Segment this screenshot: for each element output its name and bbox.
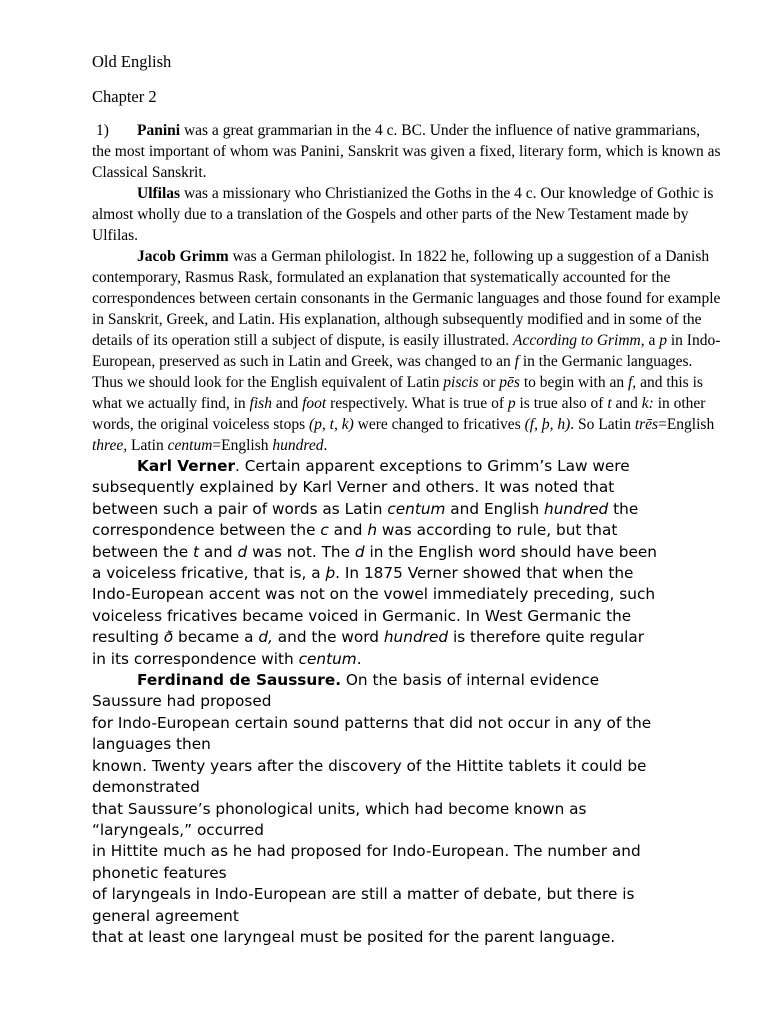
text-line <box>92 543 657 561</box>
term-grimm: Jacob Grimm <box>137 248 229 265</box>
document-body <box>92 120 722 948</box>
paragraph-text: and this is what we actually find, in <box>92 374 703 412</box>
text-line: demonstrated <box>92 778 200 797</box>
text-line <box>92 607 631 625</box>
line-text: and <box>328 521 368 540</box>
italic-term: h <box>367 521 378 540</box>
list-number: 1) <box>96 122 109 139</box>
paragraph-text: . So Latin <box>570 416 635 433</box>
italic-term: p <box>507 395 516 412</box>
italic-term: d <box>237 542 248 561</box>
line-text: in its correspondence with <box>92 649 299 668</box>
italic-term: k: <box>641 395 654 412</box>
text-line <box>92 478 614 496</box>
line-text: a voiceless fricative, that is, a <box>92 564 326 583</box>
text-line <box>92 564 633 582</box>
line-text: Indo-European accent was not on the vowel immediately preceding, such <box>92 585 656 604</box>
text-line <box>92 628 644 646</box>
text-line <box>92 585 655 603</box>
text-line: for Indo-European certain sound patterns that did not occur in any of the <box>92 713 652 732</box>
italic-term: centum <box>167 437 213 454</box>
text-line <box>92 500 638 518</box>
paragraph-text: Latin <box>127 437 168 454</box>
text-line: Saussure had proposed <box>92 692 272 711</box>
text-line: known. Twenty years after the discovery of the Hittite tablets it could be <box>92 756 647 775</box>
italic-term: þ <box>325 564 336 583</box>
italic-term: hundred <box>383 628 449 647</box>
italic-term: f, <box>628 374 637 391</box>
text-line: of laryngeals in Indo-European are still a matter of debate, but there is <box>92 885 635 904</box>
line-text: and the word <box>272 628 384 647</box>
line-text: was not. The <box>247 542 355 561</box>
text-line: in Hittite much as he had proposed for Indo-European. The number and <box>92 842 641 861</box>
italic-term: foot <box>302 395 327 412</box>
line-text: correspondence between the <box>92 521 321 540</box>
paragraph-text: , a <box>640 332 660 349</box>
paragraph-text: to begin with an <box>519 374 628 391</box>
text-line <box>92 521 617 539</box>
italic-term: d <box>354 542 365 561</box>
paragraph-text: in the Germanic languages. Thus we should look for the English equivalent of Latin <box>92 353 693 391</box>
paragraph-text: in other words, the original voiceless stops <box>92 395 706 433</box>
italic-term: fish <box>249 395 272 412</box>
paragraph-text: was a German philologist. In 1822 he, following up a suggestion of a Danish contemporary, Rasmus Rask, formulated an explanation that systematically accounted for the correspondences between certain consonants in the Germanic languages and those found for example in Sanskrit, Greek, and Latin. His explanation, although subsequently modified and in some of the details of its operation still a subject of dispute, is easily illustrated. <box>92 248 721 349</box>
chapter-heading: Chapter 2 <box>92 87 157 106</box>
line-text: On the basis of internal evidence <box>341 671 600 690</box>
italic-term: (p, t, k) <box>308 416 354 433</box>
paragraph-text: and <box>611 395 642 412</box>
italic-term: f <box>514 353 519 370</box>
italic-term: hundred <box>544 499 609 518</box>
line-text: . <box>356 649 362 668</box>
italic-term: t <box>607 395 612 412</box>
text-line <box>92 650 362 668</box>
line-text: the <box>608 499 639 518</box>
text-line: “laryngeals,” occurred <box>92 820 264 839</box>
paragraph-ulfilas <box>92 183 722 246</box>
line-text: between such a pair of words as Latin <box>92 499 388 518</box>
italic-term: t <box>192 542 199 561</box>
term-saussure: Ferdinand de Saussure. <box>137 671 342 690</box>
line-text: . Certain apparent exceptions to Grimm’s Law were <box>235 457 630 475</box>
paragraph-saussure <box>92 670 722 948</box>
paragraph-grimm <box>92 246 722 456</box>
serif-section <box>92 120 722 456</box>
line-text: in the English word should have been <box>364 542 657 561</box>
line-text: subsequently explained by Karl Verner and others. It was noted that <box>92 478 615 497</box>
paragraph-text: in Indo-European, preserved as such in Latin and Greek, was changed to an <box>92 332 721 370</box>
text-line: general agreement <box>92 906 239 925</box>
text-line: that Saussure’s phonological units, which had become known as <box>92 799 587 818</box>
italic-term: three, <box>92 437 128 454</box>
paragraph-text: and <box>271 395 303 412</box>
paragraph-verner <box>92 456 722 670</box>
paragraph-panini <box>92 120 722 183</box>
italic-term: d, <box>258 628 273 647</box>
paragraph-text: respectively. What is true of <box>326 395 508 412</box>
italic-term: p <box>659 332 667 349</box>
line-text: voiceless fricatives became voiced in Germanic. In West Germanic the <box>92 606 632 625</box>
italic-term: hundred <box>272 437 324 454</box>
line-text: . In 1875 Verner showed that when the <box>335 564 634 583</box>
paragraph-text: or <box>478 374 500 391</box>
text-line: languages then <box>92 735 211 754</box>
paragraph-text: =English <box>658 416 715 433</box>
line-text: between the <box>92 542 193 561</box>
sans-section <box>92 456 722 948</box>
document-title: Old English <box>92 52 172 71</box>
italic-term: trēs <box>634 416 659 433</box>
text-line: phonetic features <box>92 863 227 882</box>
paragraph-text: =English <box>212 437 273 454</box>
term-panini: Panini <box>137 122 181 139</box>
term-ulfilas: Ulfilas <box>137 185 181 202</box>
italic-term: pēs <box>499 374 520 391</box>
term-verner: Karl Verner <box>137 457 236 475</box>
saussure-first-line <box>92 670 722 691</box>
line-text: became a <box>173 628 259 647</box>
line-text: resulting <box>92 628 164 647</box>
text-line: that at least one laryngeal must be posited for the parent language. <box>92 927 616 946</box>
italic-term: ð <box>163 628 174 647</box>
line-text: and <box>198 542 238 561</box>
italic-term: piscis <box>443 374 479 391</box>
paragraph-text: was a missionary who Christianized the Goths in the 4 c. Our knowledge of Gothic is almost wholly due to a translation of the Gospels and other parts of the New Testament made by Ulfilas. <box>92 185 714 244</box>
line-text: is therefore quite regular <box>448 628 645 647</box>
paragraph-text: . <box>323 437 328 454</box>
italic-term: centum <box>298 649 357 668</box>
text-line <box>235 457 630 475</box>
paragraph-text: were changed to fricatives <box>353 416 525 433</box>
italic-term: (f, þ, h) <box>524 416 571 433</box>
italic-term: c <box>320 521 329 540</box>
paragraph-text: was a great grammarian in the 4 c. BC. Under the influence of native grammarians, the most important of whom was Panini, Sanskrit was given a fixed, literary form, which is known as Classical Sanskrit. <box>92 122 721 181</box>
italic-term: centum <box>387 499 446 518</box>
line-text: was according to rule, but that <box>377 521 618 540</box>
italic-term: According to Grimm <box>513 332 641 349</box>
line-text: and English <box>445 499 545 518</box>
paragraph-text: is true also of <box>515 395 608 412</box>
